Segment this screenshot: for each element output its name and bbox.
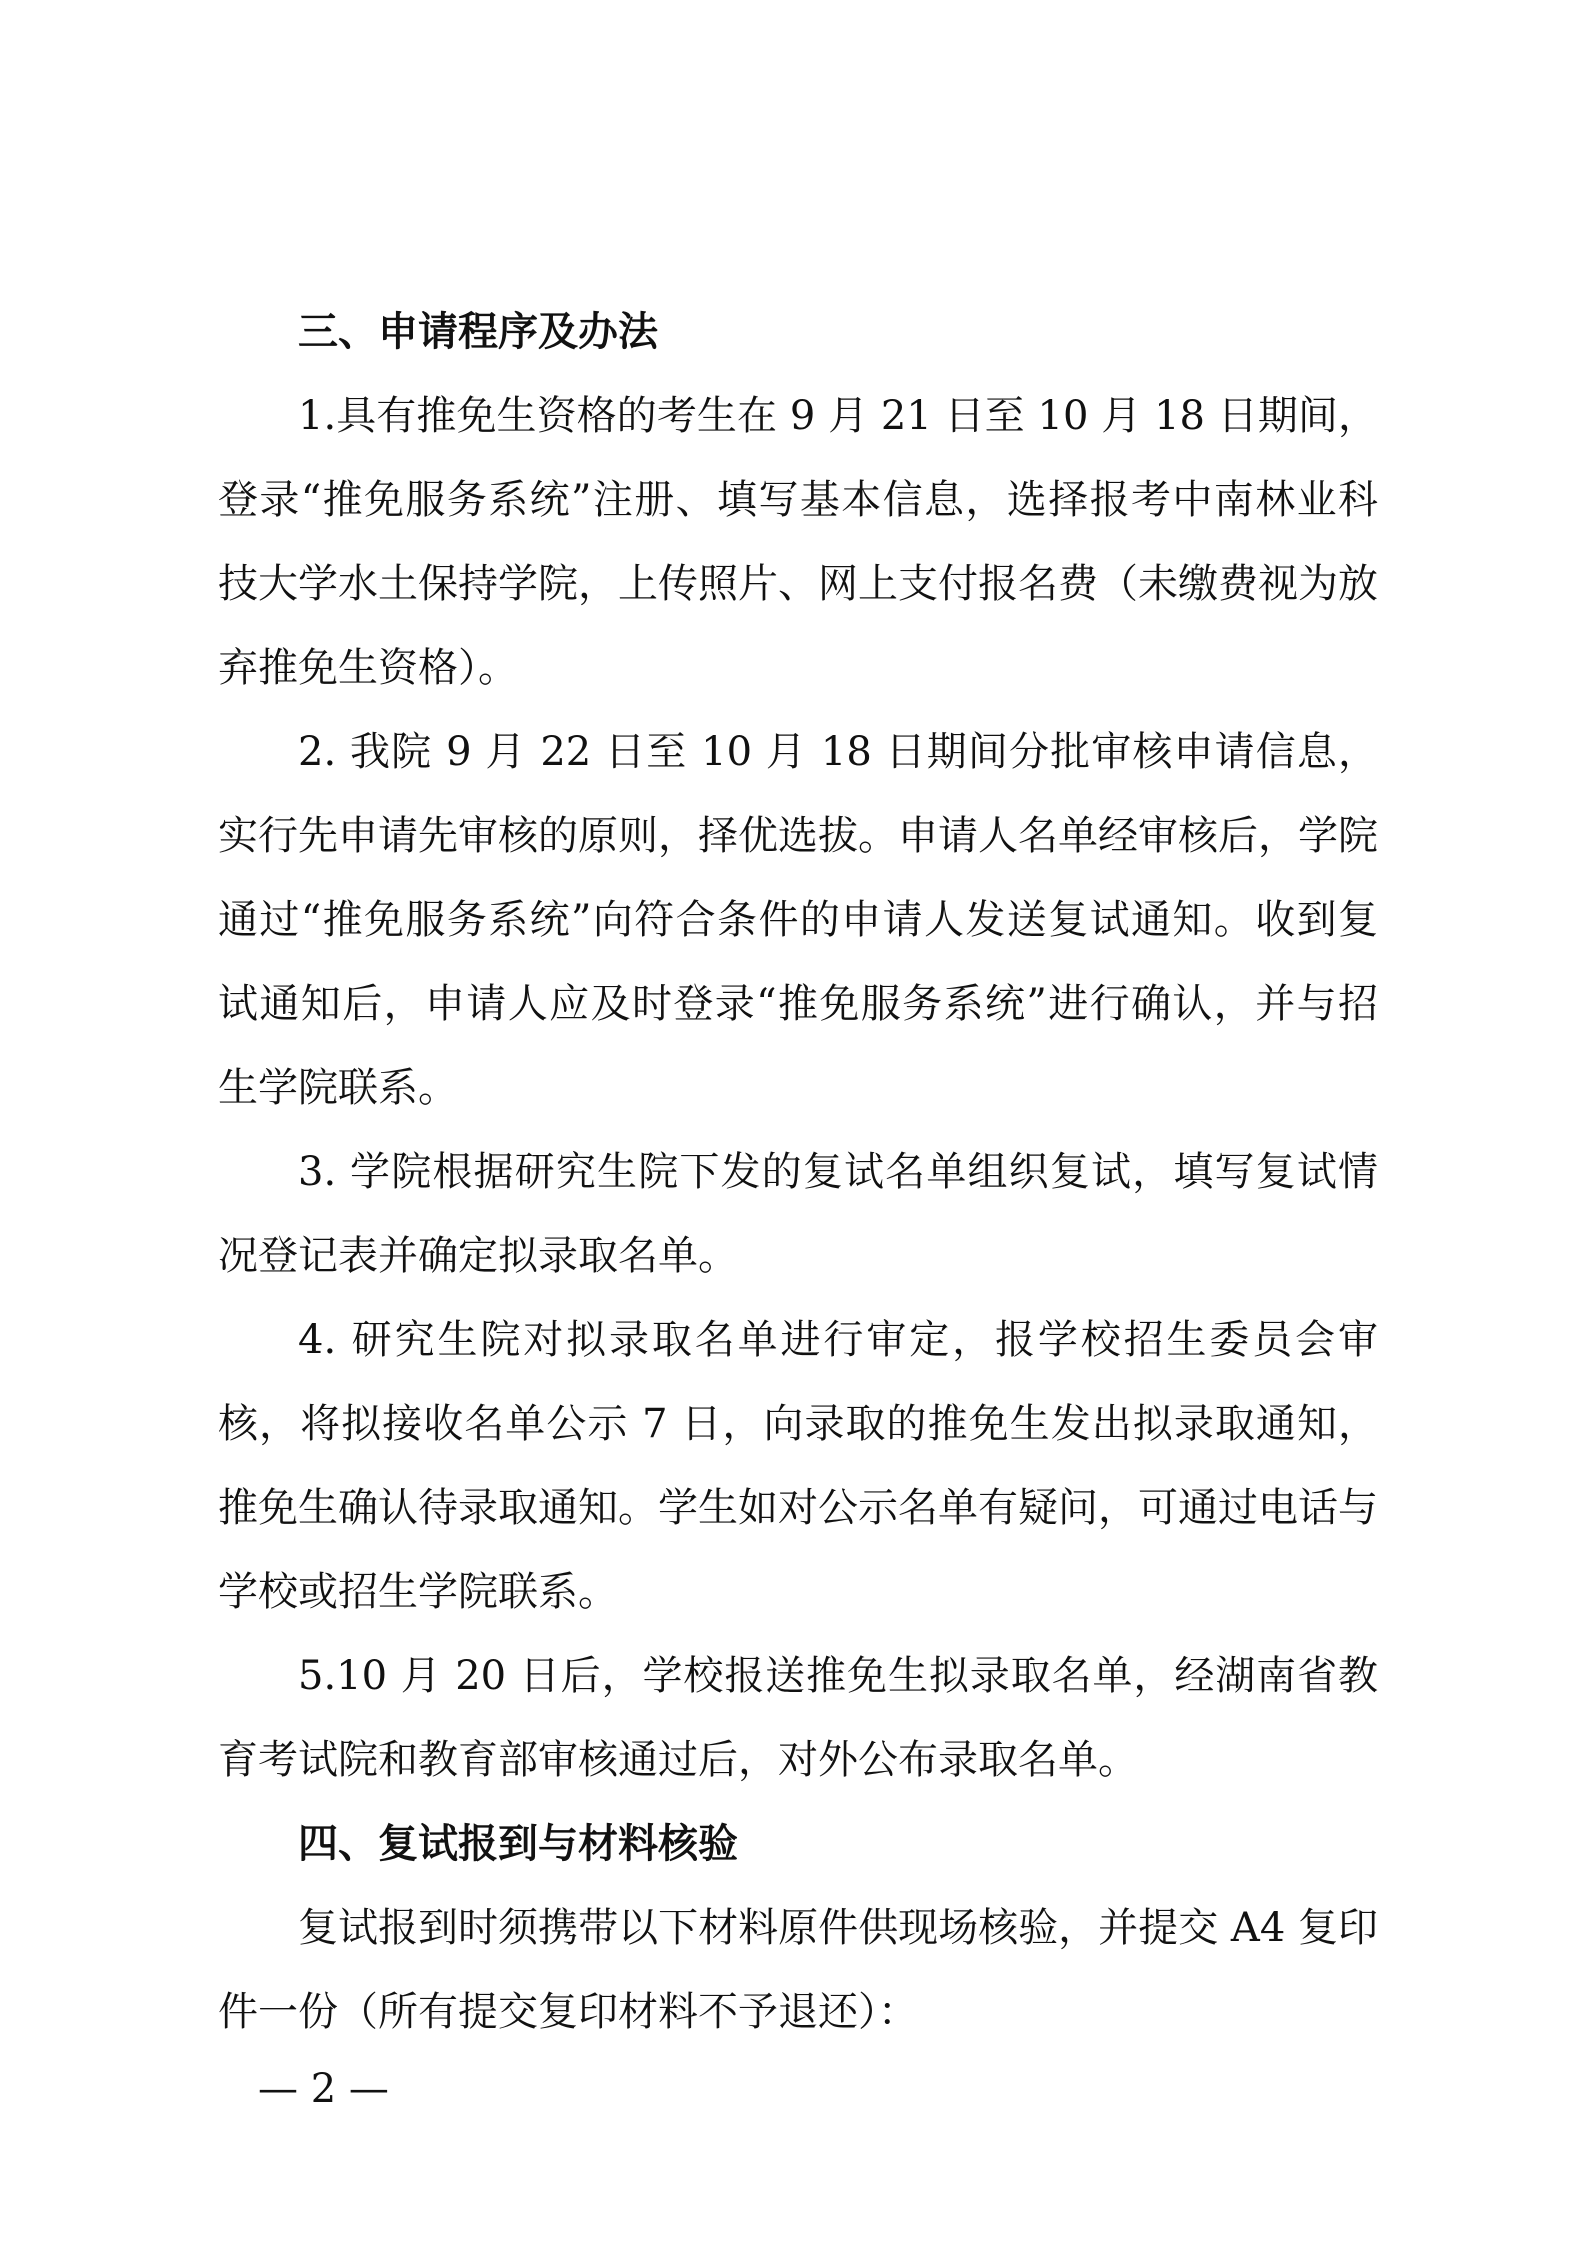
page-number: — 2 — — [258, 2066, 389, 2112]
procedure-item-3: 3. 学院根据研究生院下发的复试名单组织复试，填写复试情况登记表并确定拟录取名单。 — [218, 1149, 1378, 1279]
document-body — [218, 290, 1378, 2054]
procedure-item-5: 5.10 月 20 日后，学校报送推免生拟录取名单，经湖南省教育考试院和教育部审核通过后，对外公布录取名单。 — [218, 1653, 1378, 1783]
procedure-item-1: 1.具有推免生资格的考生在 9 月 21 日至 10 月 18 日期间，登录“推免服务系统”注册、填写基本信息，选择报考中南林业科技大学水土保持学院，上传照片、网上支付报名费（未缴费视为放弃推免生资格）。 — [218, 393, 1378, 691]
section-heading-retest-registration: 四、复试报到与材料核验 — [298, 1821, 738, 1867]
section-heading-application-procedure: 三、申请程序及办法 — [298, 309, 658, 355]
procedure-item-2: 2. 我院 9 月 22 日至 10 月 18 日期间分批审核申请信息，实行先申请先审核的原则，择优选拔。申请人名单经审核后，学院通过“推免服务系统”向符合条件的申请人发送复试通知。收到复试通知后，申请人应及时登录“推免服务系统”进行确认，并与招生学院联系。 — [218, 729, 1378, 1111]
retest-materials-intro: 复试报到时须携带以下材料原件供现场核验，并提交 A4 复印件一份（所有提交复印材料不予退还）： — [218, 1905, 1378, 2035]
procedure-item-4: 4. 研究生院对拟录取名单进行审定，报学校招生委员会审核，将拟接收名单公示 7 日，向录取的推免生发出拟录取通知，推免生确认待录取通知。学生如对公示名单有疑问，可通过电话与学校或招生学院联系。 — [218, 1317, 1378, 1615]
